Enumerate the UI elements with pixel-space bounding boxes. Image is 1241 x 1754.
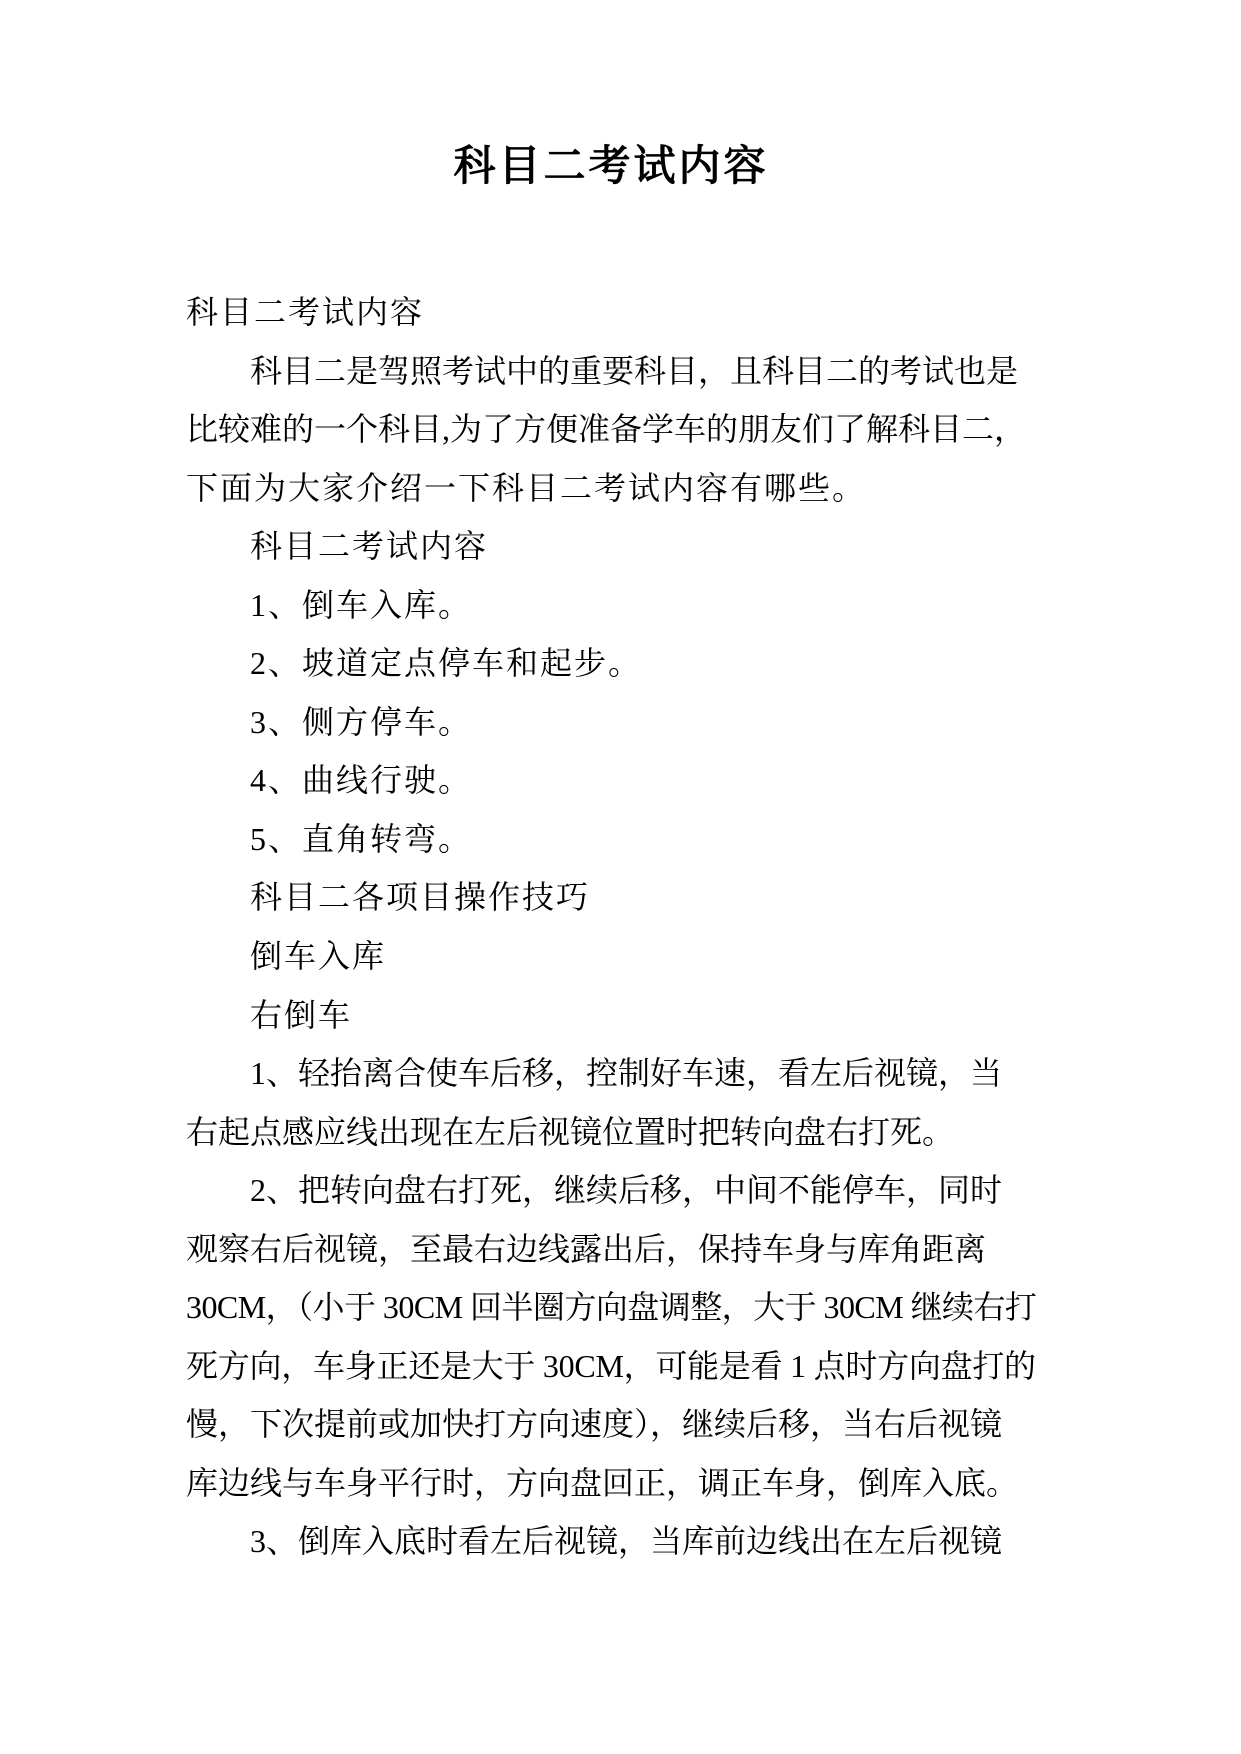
text-line: 5、直角转弯。 <box>250 820 473 857</box>
text-line: 死方向，车身正还是大于 30CM，可能是看 1 点时方向盘打的 <box>186 1347 1036 1384</box>
text-line: 右起点感应线出现在左后视镜位置时把转向盘右打死。 <box>186 1113 955 1150</box>
document-body <box>186 283 1036 1571</box>
text-line: 3、倒库入底时看左后视镜，当库前边线出在左后视镜 <box>250 1523 1003 1560</box>
text-line: 慢，下次提前或加快打方向速度），继续后移，当右后视镜 <box>186 1406 1003 1443</box>
text-line: 科目二是驾照考试中的重要科目，且科目二的考试也是 <box>250 352 1019 389</box>
text-line: 比较难的一个科目,为了方便准备学车的朋友们了解科目二， <box>186 411 1027 448</box>
text-line: 2、把转向盘右打死，继续后移，中间不能停车，同时 <box>250 1172 1003 1209</box>
text-line: 下面为大家介绍一下科目二考试内容有哪些。 <box>186 469 867 506</box>
text-line: 30CM，（小于 30CM 回半圈方向盘调整，大于 30CM 继续右打 <box>186 1289 1037 1326</box>
text-line: 4、曲线行驶。 <box>250 762 473 799</box>
text-line: 倒车入库 <box>250 938 387 975</box>
text-line: 2、坡道定点停车和起步。 <box>250 645 643 682</box>
text-line: 右倒车 <box>250 996 353 1033</box>
document-title: 科目二考试内容 <box>453 144 769 190</box>
text-line: 库边线与车身平行时，方向盘回正，调正车身，倒库入底。 <box>186 1464 1019 1501</box>
text-line: 科目二各项目操作技巧 <box>250 879 591 916</box>
text-line: 科目二考试内容 <box>186 294 425 330</box>
text-line: 3、侧方停车。 <box>250 703 473 740</box>
text-line: 观察右后视镜，至最右边线露出后，保持车身与库角距离 <box>186 1230 987 1267</box>
text-line: 科目二考试内容 <box>250 528 489 565</box>
text-line: 1、轻抬离合使车后移，控制好车速，看左后视镜，当 <box>250 1055 1003 1092</box>
text-line: 1、倒车入库。 <box>250 586 473 623</box>
